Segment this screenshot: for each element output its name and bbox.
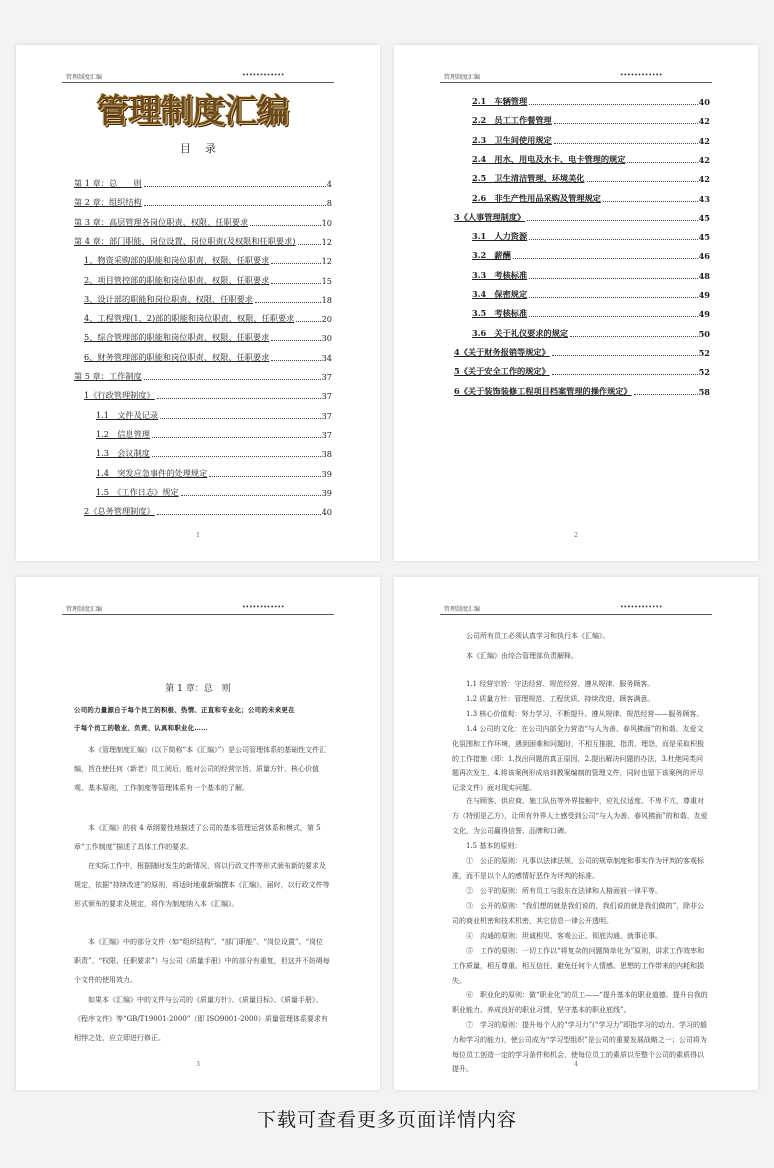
toc-entry[interactable] [448, 267, 710, 281]
toc-entry-page: 18 [321, 294, 332, 305]
toc-leader-dots [529, 297, 697, 298]
list-item: ④ 沟通的原则：坦诚相见、客观公正、彻底沟通、就事论事。 [466, 932, 662, 940]
toc-entry-title: 3.1 人力资源 [472, 231, 528, 242]
toc-leader-dots [554, 143, 698, 144]
toc-entry-title: 第 2 章：组织结构 [74, 197, 142, 208]
toc-leader-dots [552, 374, 698, 375]
paragraph: 本《汇编》中的部分文件（如“组织结构”、“部门职能”、“岗位设置”、“岗位职责”、“权限、任职要求”）与公司《质量手册》中的部分有重复，但这并不妨碍每个文件的使用效力。 [74, 938, 330, 984]
toc-leader-dots [570, 336, 697, 337]
toc-entry[interactable] [70, 310, 332, 324]
toc-entry-page: 45 [698, 232, 710, 243]
toc-leader-dots [529, 278, 697, 279]
page-number: 4 [574, 1061, 578, 1068]
toc-entry[interactable] [70, 407, 332, 421]
header-dots: •••••••••••• [620, 604, 663, 611]
toc-entry[interactable] [70, 329, 332, 343]
toc-entry-title: 1.4 突发应急事件的处理规定 [96, 467, 208, 478]
book-title: 管理制度汇编 [96, 91, 288, 130]
paragraph: 本《汇编》由综合管理部负责解释。 [466, 652, 578, 660]
toc-leader-dots [181, 495, 321, 496]
toc-leader-dots [552, 355, 698, 356]
page-number: 1 [196, 532, 200, 539]
toc-entry[interactable] [448, 247, 710, 261]
toc-entry-title: 第 4 章：部门职能、岗位设置、岗位职责(及权限和任职要求) [74, 235, 296, 246]
toc-entry-page: 8 [326, 198, 332, 209]
toc-leader-dots [298, 244, 321, 245]
toc-entry-page: 34 [321, 352, 332, 363]
toc-entry-title: 3.5 考核标准 [472, 308, 528, 319]
toc-entry[interactable] [448, 209, 710, 223]
toc-leader-dots [152, 437, 321, 438]
slogan-line-2: 于每个员工的敬业、负责、认真和职业化…… [74, 724, 208, 732]
toc-entry-title: 6《关于装饰装修工程项目档案管理的操作规定》 [454, 385, 632, 396]
toc-entry-title: 2《总务管理制度》 [84, 506, 155, 517]
header-title: 管理制度汇编 [444, 74, 481, 81]
toc-entry-title: 2.6 非生产性用品采购及管理规定 [472, 192, 601, 203]
toc-entry[interactable] [448, 132, 710, 146]
toc-entry-page: 42 [698, 116, 710, 127]
list-item: ⑥ 职业化的原则：做“职业化”的员工——“提升基本的职业道德、提升自我的职业能力、养成良好的职业习惯，坚守基本的职业底线”。 [452, 991, 708, 1014]
paragraph: 在实际工作中，根据随时发生的新情况，将以行政文件等形式颁布新的要求及规定，依据“持续改进”的原则，将适时地重新编撰本《汇编》，届时，以行政文件等形式颁布的要求及规定，将作为制度纳入本《汇编》。 [74, 862, 330, 908]
toc-entry-page: 30 [321, 333, 332, 344]
list-item: 1.1 经营宗旨：守法经营、规范经营、遵从规律、服务顾客。 [466, 680, 655, 688]
toc-entry-page: 12 [321, 236, 332, 247]
toc-entry-title: 3《人事管理制度》 [454, 211, 526, 222]
page-header [62, 70, 334, 83]
slogan-line-1: 公司的力量源自于每个员工的积极、热情、正直和专业化；公司的未来更在 [74, 706, 295, 714]
paragraph: 本《管理制度汇编》（以下简称“本《汇编》”）是公司管理体系的基础性文件汇编，旨在使任何（新老）员工阅后，能对公司的经营宗旨、质量方针、核心价值观、基本原则、工作制度等管理体系有一个基本的了解。 [74, 746, 327, 792]
toc-entry-title: 第 3 章：高层管理各岗位职责、权限、任职要求 [74, 216, 249, 227]
toc-entry-page: 37 [321, 429, 332, 440]
page-number: 3 [196, 1061, 200, 1068]
toc-entry-title: 2.3 卫生间使用规定 [472, 134, 552, 145]
toc-entry-page: 52 [698, 367, 710, 378]
toc-entry-page: 40 [698, 97, 710, 107]
toc-entry-title: 3.2 薪酬 [472, 250, 511, 261]
toc-leader-dots [209, 476, 320, 477]
toc-entry[interactable] [448, 383, 710, 397]
header-dots: •••••••••••• [242, 72, 285, 79]
toc-leader-dots [634, 394, 698, 395]
header-title: 管理制度汇编 [66, 74, 103, 81]
list-item: ⑦ 学习的原则：提升每个人的“学习力”(“学习力”即指学习的动力、学习的毅力和学习的能力)，使公司成为“学习型组织”是公司的重要发展战略之一；公司将为每位员工创造一定的学习条件和机会，使每位员工的素质以至整个公司的素质得以提升。 [452, 1021, 708, 1074]
toc-entry-title: 1《行政管理制度》 [84, 390, 155, 401]
toc-entry-page: 10 [321, 217, 332, 228]
document-page-3 [16, 577, 380, 1090]
list-item: ① 公正的原则：凡事以法律法规、公司的规章制度和事实作为评判的客观标准，而不是以个人的感情好恶作为评判的标准。 [452, 857, 704, 880]
list-item: 1.5 基本的原则： [466, 842, 522, 850]
toc-leader-dots [529, 239, 697, 240]
toc-entry-page: 39 [321, 487, 332, 498]
toc-entry-page: 40 [321, 507, 332, 518]
toc-entry-title: 3、设计部的职能和岗位职责、权限、任职要求 [84, 293, 253, 304]
toc-entry[interactable] [448, 325, 710, 339]
toc-entry[interactable] [70, 426, 332, 440]
toc-entry[interactable] [448, 305, 710, 319]
toc-entry-title: 1.2 信息管理 [96, 428, 150, 439]
toc-entry-title: 4《关于财务报销等规定》 [454, 346, 550, 357]
toc-entry[interactable] [70, 291, 332, 305]
toc-entry-page: 46 [698, 251, 710, 262]
toc-leader-dots [271, 360, 320, 361]
toc-entry-page: 45 [698, 212, 710, 223]
toc-entry-title: 2.4 用水、用电及水卡、电卡管理的规定 [472, 153, 626, 164]
toc-entry[interactable] [70, 387, 332, 401]
page-number: 2 [574, 532, 578, 539]
toc-leader-dots [144, 205, 326, 206]
toc-leader-dots [296, 321, 320, 322]
toc-entry-title: 5《关于安全工作的规定》 [454, 366, 550, 377]
toc-entry-page: 12 [321, 256, 332, 267]
list-item: ⑤ 工作的原则：一切工作以“将复杂的问题简单化为”原则，讲求工作效率和工作质量，相互尊重、相互信任，避免任何个人情感、思想的工作带来的内耗和损失。 [452, 947, 705, 985]
header-dots: •••••••••••• [620, 72, 663, 79]
toc-entry[interactable] [70, 233, 332, 247]
toc-entry-page: 42 [698, 135, 710, 146]
toc-entry-title: 第 5 章：工作制度 [74, 371, 142, 381]
toc-entry[interactable] [70, 484, 332, 498]
toc-entry-page: 58 [698, 386, 710, 397]
header-dots: •••••••••••• [242, 604, 285, 611]
toc-entry-page: 39 [321, 468, 332, 479]
toc-entry-title: 3.3 考核标准 [472, 269, 528, 280]
toc-leader-dots [157, 514, 321, 515]
toc-entry[interactable] [448, 151, 710, 165]
document-page-1 [16, 45, 380, 561]
toc-entry-title: 4、工程管理(1、2)部的职能和岗位职责、权限、任职要求 [84, 313, 295, 324]
toc-entry[interactable] [70, 349, 332, 363]
toc-entry[interactable] [448, 344, 710, 358]
toc-entry-title: 3.4 保密规定 [472, 289, 528, 299]
toc-entry-page: 4 [326, 179, 332, 189]
toc-entry-title: 2.5 卫生清洁管理、环境美化 [472, 173, 585, 184]
header-title: 管理制度汇编 [66, 606, 103, 613]
toc-entry[interactable] [448, 93, 710, 107]
toc-entry-title: 1、物资采购部的职能和岗位职责、权限、任职要求 [84, 255, 270, 266]
toc-entry[interactable] [70, 252, 332, 266]
toc-leader-dots [160, 418, 320, 419]
toc-entry[interactable] [70, 194, 332, 208]
toc-leader-dots [255, 302, 321, 303]
toc-leader-dots [152, 456, 321, 457]
toc-entry-page: 37 [321, 410, 332, 421]
toc-entry[interactable] [70, 368, 332, 382]
toc-leader-dots [157, 398, 321, 399]
list-item: ③ 公开的原则：“我们想的就是我们说的，我们说的就是我们做的”，除非公司的商业机密和技术机密，其它信息一律公开透明。 [452, 902, 705, 925]
toc-leader-dots [144, 186, 326, 187]
toc-entry-title: 第 1 章：总 则 [74, 178, 142, 188]
toc-entry[interactable] [448, 190, 710, 204]
paragraph: 本《汇编》的前 4 章纲要性地描述了公司的基本管理运营体系和模式，第 5 章“工作制度”描述了具体工作的要求。 [74, 824, 321, 851]
toc-entry-page: 37 [321, 391, 332, 402]
toc-leader-dots [554, 123, 698, 124]
toc-leader-dots [513, 258, 698, 259]
toc-entry-title: 1.3 会议制度 [96, 448, 150, 459]
toc-entry-page: 52 [698, 347, 710, 358]
list-item: ② 公平的原则：所有员工与股东在法律和人格面前一律平等。 [466, 887, 662, 895]
toc-leader-dots [587, 181, 698, 182]
toc-entry-title: 3.6 关于礼仪要求的规定 [472, 327, 569, 338]
toc-entry-title: 2、项目管控部的职能和岗位职责、权限、任职要求 [84, 274, 270, 285]
toc-entry[interactable] [448, 112, 710, 126]
paragraph: 如果本《汇编》中的文件与公司的《质量方针》、《质量目标》、《质量手册》、《程序文件》等“GB/T19001-2000”（即 ISO9001-2000）质量管理体系要求有相悖之处，应立即进行修正。 [74, 996, 328, 1042]
toc-entry-page: 43 [698, 193, 710, 204]
toc-entry[interactable] [448, 286, 710, 300]
toc-leader-dots [271, 263, 320, 264]
list-item: 在与顾客、供应商、施工队伍等外界接触中，应礼仪适度、不卑不亢，尊重对方（特别是乙方），让所有外界人士感受到公司“与人为善、春风拂面”的和谐、友爱文化，为公司赢得信誉、品牌和口碑。 [452, 797, 708, 835]
paragraph: 公司所有员工必须认真学习和执行本《汇编》。 [466, 632, 610, 640]
toc-entry[interactable] [70, 272, 332, 286]
toc-entry-page: 37 [321, 372, 332, 382]
toc-entry-page: 50 [698, 328, 710, 339]
list-item: 1.3 核心价值观：努力学习、不断提升、遵从规律、规范经营——服务顾客。 [466, 710, 704, 718]
toc-entry-title: 1.1 文件及记录 [96, 409, 159, 420]
toc-entry-page: 15 [321, 275, 332, 286]
document-page-4 [394, 577, 758, 1090]
toc-entry[interactable] [70, 503, 332, 517]
toc-leader-dots [603, 201, 698, 202]
toc-entry-page: 48 [698, 270, 710, 281]
list-item: 1.4 公司的文化：在公司内部全力营造“与人为善、春风拂面”的和谐、友爱文化氛围和工作环境，遇到困难和问题时，不相互推脱、指责、埋怨，而是采取积极的工作措施（即：1.找出问题的真正原因，2.提出解决问题的办法，3.杜绝同类问题再次发生，4.将该案例形成培训教案编制的管理文件，同时也留下该案例的评尽记录文件）面对现实问题。 [452, 725, 704, 793]
toc-entry[interactable] [448, 228, 710, 242]
toc-entry-title: 6、财务管理部的职能和岗位职责、权限、任职要求 [84, 351, 270, 362]
toc-entry[interactable] [70, 214, 332, 228]
toc-entry[interactable] [70, 445, 332, 459]
toc-heading: 目录 [180, 142, 230, 155]
page-header [62, 602, 334, 615]
toc-entry[interactable] [448, 363, 710, 377]
list-item: 1.2 质量方针：管理规范、工程优质、持续改进、顾客满意。 [466, 695, 655, 703]
toc-entry-page: 42 [698, 154, 710, 165]
toc-entry[interactable] [448, 170, 710, 184]
toc-leader-dots [144, 379, 321, 380]
toc-entry-title: 2.1 车辆管理 [472, 96, 528, 106]
toc-leader-dots [271, 283, 320, 284]
toc-leader-dots [271, 340, 320, 341]
toc-entry[interactable] [70, 175, 332, 189]
page-header [440, 602, 712, 615]
toc-entry-title: 1.5 《工作日志》规定 [96, 486, 179, 497]
toc-leader-dots [529, 316, 697, 317]
toc-entry-title: 2.2 员工工作餐管理 [472, 115, 552, 126]
toc-leader-dots [250, 225, 320, 226]
toc-entry-title: 5、综合管理部的职能和岗位职责、权限、任职要求 [84, 332, 270, 343]
page-header [440, 70, 712, 83]
toc-leader-dots [529, 104, 697, 105]
toc-entry-page: 20 [321, 314, 332, 325]
chapter-title: 第 1 章：总 则 [165, 684, 231, 694]
toc-entry-page: 38 [321, 449, 332, 460]
toc-entry-page: 49 [698, 290, 710, 300]
toc-entry-page: 49 [698, 309, 710, 320]
toc-entry[interactable] [70, 465, 332, 479]
toc-leader-dots [627, 162, 697, 163]
download-prompt[interactable]: 下载可查看更多页面详情内容 [256, 1109, 517, 1131]
toc-leader-dots [527, 220, 697, 221]
header-title: 管理制度汇编 [444, 606, 481, 613]
toc-entry-page: 42 [698, 174, 710, 185]
document-page-2 [394, 45, 758, 561]
